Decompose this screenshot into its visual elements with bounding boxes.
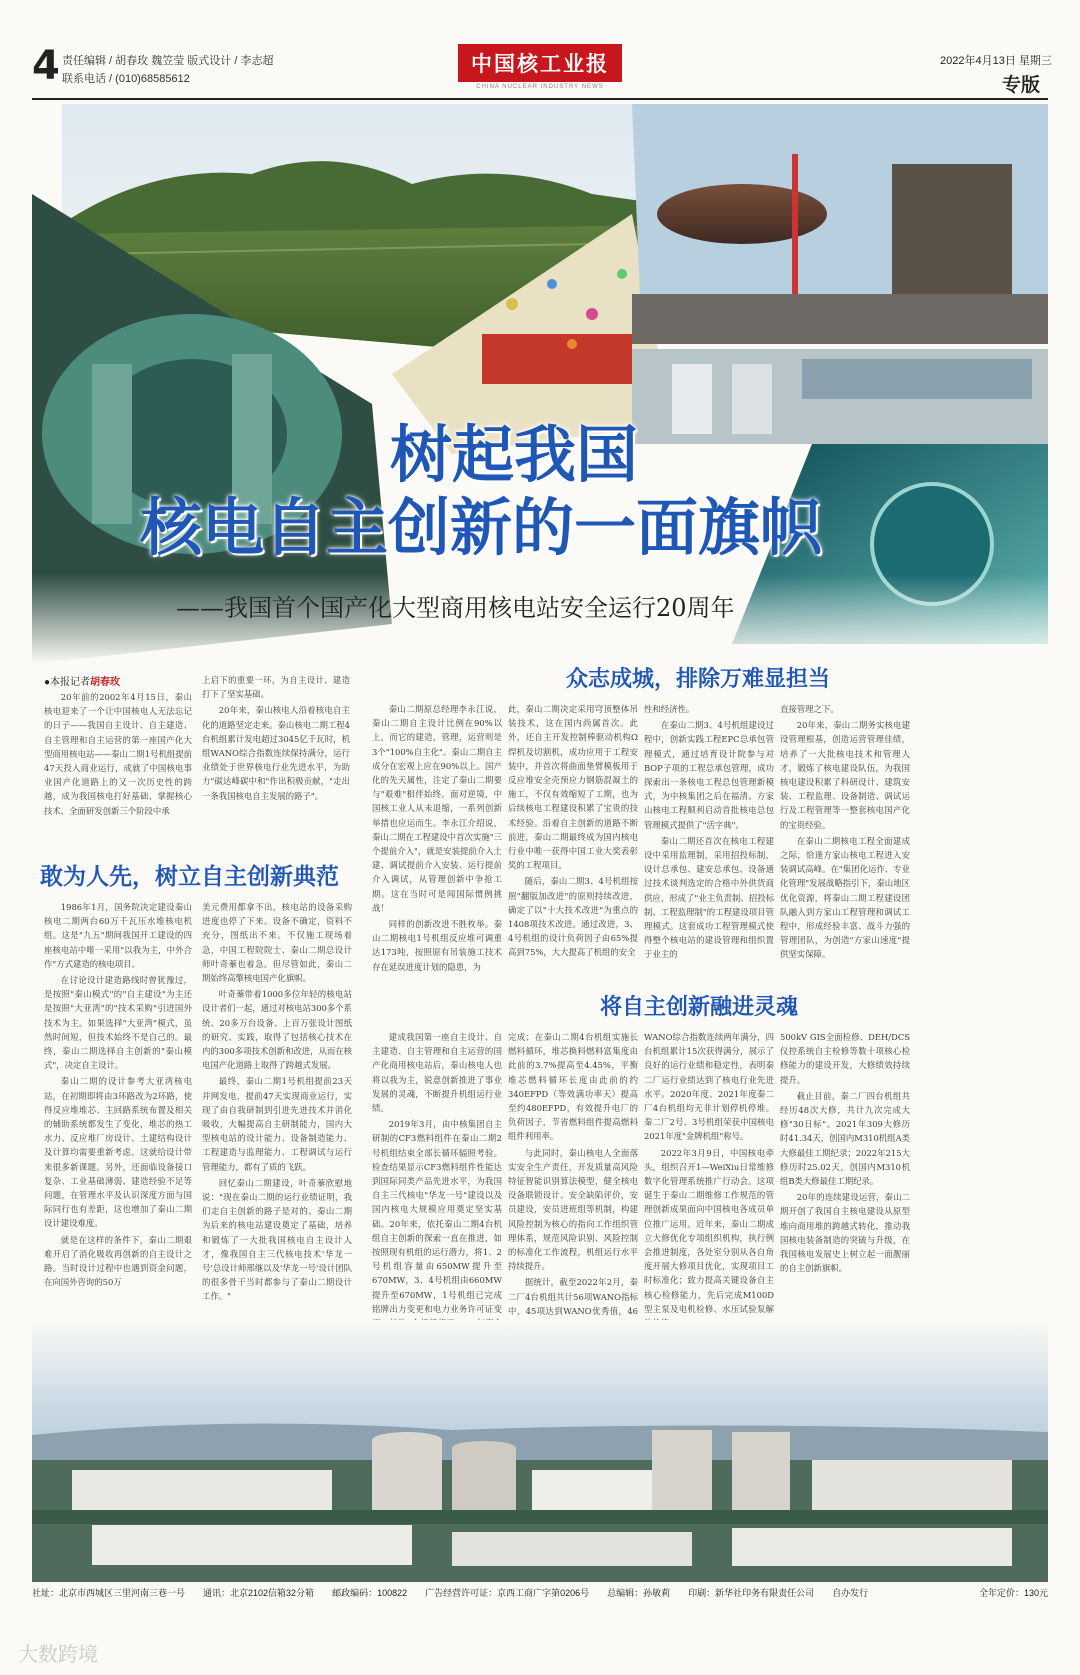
paragraph: 在讨论设计建造路线时曾犹豫过，是按照"秦山模式"的"自主建设"为主还是按照"大亚湾"的"技术采购"引进国外技术为主。如果选择"大亚湾"模式，虽然时间短，但技术始终不是自己的。最终，秦山二期选择自主创新的"秦山模式"，决定自主设计。 xyxy=(44,975,192,1071)
column-6-top xyxy=(780,702,910,982)
phone-line: 联系电话 / (010)68585612 xyxy=(62,73,190,85)
dome-lift-photo xyxy=(632,104,1048,344)
column-3 xyxy=(372,1030,502,1315)
paragraph: 在秦山二期3、4号机组建设过程中，创新实践工程EPC总承包管理模式，通过培育设计院参与对BOP子项的工程总承包管理，成功探索出一条核电工程总包管理新模式，为中核集团之后在福清、方家山核电工程顺利启动首批核电总包管理模式提供了"活字典"。 xyxy=(644,720,774,830)
paragraph: 就是在这样的条件下，秦山二期艰难开启了消化吸收再创新的自主设计之路。当时设计过程中也遇到资金问题，在向国外咨询的50万 xyxy=(44,1234,192,1288)
paragraph: 1986年1月，国务院决定建设秦山核电二期两台60万千瓦压水堆核电机组。这是"九五"期间我国开工建设的四座核电站中唯一采用"以我为主，中外合作"方式建造的核电项目。 xyxy=(44,902,192,969)
column-6 xyxy=(780,1030,910,1315)
hero-photo-collage xyxy=(32,104,1048,664)
masthead-rule xyxy=(32,98,1048,100)
page-number: 4 xyxy=(32,43,60,89)
section-label: 专版 xyxy=(1002,74,1041,96)
footer-ad-license: 广告经营许可证：京西工商广字第0206号 xyxy=(425,1588,590,1598)
section-heading-2: 众志成城，排除万难显担当 xyxy=(566,667,831,692)
paragraph: 据统计，截至2022年2月，秦二厂4台机组共计56项WANO指标中，45项达到WANO优秀值，46 xyxy=(508,1277,638,1316)
section-heading-1: 敢为人先，树立自主创新典范 xyxy=(40,864,339,890)
column-5-top xyxy=(644,702,774,982)
footer-address: 社址：北京市西城区三里河南三巷一号 xyxy=(32,1588,186,1598)
paragraph: 截止目前，秦二厂四台机组共经历48次大修，共计九次完成大修"30日标"。2021年309大修历时41.34天，创国内M310机组A类大修最佳工期纪录；2022年215大修历时25.02天，创国内M310机组B类大修最佳工期纪录。 xyxy=(780,1090,910,1187)
paragraph: 建成我国第一座自主设计、自主建造、自主管理和自主运营的国产化商用核电站后，秦山核电人也将以我为主，锐意创新推进了事业发展的灵魂，不断提升机组运行业绩。 xyxy=(372,1032,502,1114)
paragraph: 上启下的重要一环，为自主设计、建造打下了坚实基础。 xyxy=(202,675,350,700)
column-5 xyxy=(644,1030,774,1315)
paragraph: 美元费用都拿不出，核电站的设备采购进度也停了下来。设备不确定，资料不充分，图纸出不来。不仅施工现场着急，中国工程院院士、秦山二期总设计师叶奇蓁也着急。但尽管如此，秦山二期始终高擎核电国产化旗帜。 xyxy=(202,902,352,984)
footer-price: 全年定价：130元 xyxy=(978,1588,1048,1598)
footer-mailbox: 通讯：北京2102信箱32分箱 xyxy=(203,1588,315,1598)
column-1 xyxy=(44,900,192,1312)
newspaper-logo: 中国核工业报 xyxy=(458,44,622,82)
paragraph: 此，秦山二期决定采用穹顶整体吊装技术，这在国内尚属首次。此外，还自主开发控制棒驱动机构Ω焊机及切割机，成功应用于工程安装中，并首次将曲面垫臂模板用于反应堆安全壳预应力钢筋混凝土的施工，不仅有效缩短了工期，也为后续核电工程建设积累了宝贵的技术经验。沿着自主创新的道路不断前进，秦山二期最终成为国内核电行业中唯一获得中国工业大奖表彰奖的工程项目。 xyxy=(508,704,638,871)
paragraph: WANO综合指数连续两年满分，四台机组累计15次获得满分，展示了良好的运行业绩和稳定性，表明秦二厂运行业绩达到了核电行业先进水平。2020年度、2021年度秦二厂4台机组均无非计划停机停堆。秦二厂2号、3号机组荣获中国核电2021年度"金牌机组"称号。 xyxy=(644,1032,774,1142)
column-3-top xyxy=(372,702,502,982)
paragraph: 20年的连续建设运营，秦山二期开创了我国自主核电建设从原型堆向商用堆的跨越式转化，推动我国核电装备制造的突破与升级，在我国核电发展史上树立起一面靓丽的自主创新旗帜。 xyxy=(780,1192,910,1274)
byline-label: ●本报记者 xyxy=(44,677,91,688)
paragraph: 同样的创新改进不胜枚举。秦山二期核电1号机组反应堆可调重达173吨，按照原有吊装施工技术存在延误进度计划的隐患，为 xyxy=(372,919,502,972)
paragraph: 性和经济性。 xyxy=(644,704,695,714)
watermark: 大数跨境 xyxy=(18,1642,98,1666)
paragraph: 20年来，秦山核电人沿着核电自主化的道路坚定走来。秦山核电二期工程4台机组累计发电超过3045亿千瓦时，机组WANO综合指数连续保持满分，运行业绩处于世界核电行业先进水平，为助力"碳达峰碳中和"作出积极贡献，"走出一条我国核电自主发展的路子"。 xyxy=(202,705,350,801)
paragraph: 2022年3月9日，中国核电牵头，组织召开1—WeiXiu日常维修数字化管理系统推广行动会。这项诞生于秦山二期维修工作规范的管理创新成果面向中国核电各成员单位推广运用。近年来，秦山二期成立大修优化专项组织机构，执行例会推进制度，各处室分别从各自角度开展大修项目优化，实现项目工时标准化；致力提高关键设备自主核心检修能力，先后完成M100D型主泵及电机检修、水压试验泵解 xyxy=(644,1147,774,1314)
paragraph: 2019年3月，由中核集团自主研制的CF3燃料组件在秦山二期2号机组结束全部长循环辐照考验。检查结果显示CF3燃料组件性能达到国际同类产品先进水平，为我国自主三代核电"华龙一号"建设以及国内核电大规模应用奠定坚实基础。20年来，依托秦山二期4台机组自主创新的探索一直在推进，如按照现有机组的运行潜力，将1、2号机组容量由650MW提升至670MW，3、4号机组由660MW提升至670MW，1号机组已完成铭牌出力变更和电力业务许可证变 xyxy=(372,1119,502,1314)
paragraph: 随后，秦山二期3、4号机组按照"翻版加改进"的原则持续改进，确定了以"十大技术改进"为重点的1408项技术改进。通过改进，3、4号机组的设计负荷因子由65%提高到75%，大大提高了机组的安全 xyxy=(508,876,638,958)
paragraph: 与此同时，秦山核电人全面落实安全生产责任，开发质量高风险特征智能识别算法模型，健全核电设备联锁设计、安全缺陷评价，安员建设，安员进班组等机制，构建风险控制为核心的指向工作组织管理体系，规范风险识别、风险控制的标准化工作流程，机组运行水平持续提升。 xyxy=(508,1147,638,1272)
paragraph: 秦山二期还首次在核电工程建设中采用监理制，采用招投标制，设计总承包、建安总承包、设备通过技术谈判选定的合格中外供货商供应，形成了"业主负责制、招投标制、工程监理制"的工程建设项目管理模式。这套成功工程管理模式使得整个核电站的建设管理和组织置于业主的 xyxy=(644,835,774,960)
column-2-top xyxy=(202,673,350,858)
column-4 xyxy=(508,1030,638,1315)
paragraph: 完成；在秦山二期4台机组实施长燃料循环，堆芯换料燃料富集度由此前的3.7%提高至4.45%，平衡堆芯燃料循环长度由此前的约340EFPD（等效满功率天）提高至约480EFPD，有效提升电厂的负荷因子，节省燃料组件提高燃料组件利用率。 xyxy=(508,1032,638,1142)
section-heading-3: 将自主创新融进灵魂 xyxy=(600,995,799,1020)
issue-date: 2022年4月13日 星期三 xyxy=(940,55,1052,67)
column-4-top xyxy=(508,702,638,982)
footer-printer: 印刷：新华社印务有限责任公司 xyxy=(688,1588,815,1598)
paragraph: 在秦山二期核电工程全面建成之际，恰逢方家山核电工程进入安装调试高峰。在"集团化运作、专业化管理"发展战略指引下，秦山地区优化资源，将秦山二期工程建设团队融入到方家山工程管理和调试工程中，形成经验丰富、战斗力强的管理团队，为创造"方家山速度"提供坚实保障。 xyxy=(780,835,910,960)
paragraph: 500kV GIS全面检修、DEH/DCS仪控系统自主检修等数十项核心检修能力的建设开发，大修绩效持续提升。 xyxy=(780,1032,910,1085)
paragraph: 秦山二期的设计参考大亚湾核电站，在初期即将由3环路改为2环路，使得反应堆堆芯、主回路系统布置及相关的辅助系统都发生了变化，堆芯的热工水力、反应堆厂房设计、土建结构设计及计算均需要重新考虑。这就给设计带来很多新课题。另外，还面临设备接口复杂、工业基础薄弱、建造经验不足等问题，在管理水平及认识深度方面与国际同行也有差距，这也增加了秦山二期设计建设难度。 xyxy=(44,1076,192,1229)
column-2 xyxy=(202,900,352,1312)
headline-line-1: 树起我国 xyxy=(390,418,639,491)
paragraph: 秦山二期原总经理李永江说，秦山二期自主设计比例在90%以上，而它的建造，管理，运营则是3个"100%自主化"。秦山二期自主成分在宏观上应在90%以上。国产化的先天属性，注定了秦山二期要与"艰难"相伴始终。面对逆境，中国核工业人从未退缩，一系列创新举措也应运而生。李永江介绍说，秦山二期在工程建设中首次实施"三个提前介入"，就是安装提前介入土建、调试提前介入安装、运行提前介入调试，从管理创新中争抢工期。这在当时可是闻国际惯例挑战！ xyxy=(372,704,502,913)
footer-distribution: 自办发行 xyxy=(832,1588,869,1598)
power-plant-photo xyxy=(32,1320,1048,1582)
paragraph: 最终，秦山二期1号机组提前23天并网发电，提前47天实现商业运行，实现了由自我研制到引进先进技术并消化吸收，大幅提高自主研制能力，国内大型核电站的设计能力、设备制造能力、工程建造与监理能力、工程调试与运行管理能力，都有了质的飞跃。 xyxy=(202,1076,352,1172)
editor-credits xyxy=(62,52,273,88)
editor-line: 责任编辑 / 胡春玫 魏笠莹 版式设计 / 李志超 xyxy=(62,55,274,67)
paragraph: 20年来，秦山二期务实核电建设管理根基，创造运营管理佳绩，培养了一大批核电技术和管理人才，锻炼了核电建设队伍，为我国核电建设积累了科研设计、建筑安装、工程监理、设备制造、调试运行及工程管理等一整套核电国产化的宝贵经验。 xyxy=(780,720,910,830)
headline-subtitle: ——我国首个国产化大型商用核电站安全运行20周年 xyxy=(176,594,735,622)
paragraph: 回忆秦山二期建设，叶奇蓁欣慰地说："现在秦山二期的运行业绩证明，我们走自主创新的路子是对的。秦山二期为后来的核电站建设奠定了基础，培养和锻炼了一大批我国核电自主设计人才，像我国自主三代核电技术'华龙一号'总设计师邢继以及'华龙一号'设计团队的很多骨干当时都参与了秦山二期设计工作。" xyxy=(202,1177,352,1302)
headline-line-2: 核电自主创新的一面旗帜 xyxy=(140,491,823,565)
footer xyxy=(32,1586,1048,1600)
headline xyxy=(140,418,940,564)
byline-author: 胡春玫 xyxy=(90,677,121,688)
paragraph: 叶奇蓁带着1000多位年轻的核电站设计者们一起，通过对核电站300多个系统、20多万台设备、上百万张设计图纸的研究、实践，取得了包括核心技术在内的300多项技术创新和改进，从而在核电国产化道路上取得了跨越式发展。 xyxy=(202,989,352,1071)
byline xyxy=(44,673,120,688)
footer-postcode: 邮政编码：100822 xyxy=(332,1588,408,1598)
paragraph: 20年前的2002年4月15日，秦山核电迎来了一个让中国核电人无法忘记的日子——我国自主设计、自主建造、自主管理和自主运营的第一座国产化大型商用核电站——秦山二期1号机组提前47天投入商业运行，成就了中国核电事业国产化道路上的又一次历史性的跨越，成为我国核电打好基础、掌握核心技术、全面研发创新三个阶段中承 xyxy=(44,692,192,816)
newspaper-logo-english: CHINA NUCLEAR INDUSTRY NEWS xyxy=(476,84,604,90)
paragraph: 直接管理之下。 xyxy=(780,704,839,714)
column-1-top xyxy=(44,690,192,858)
footer-chief-editor: 总编辑：孙敏莉 xyxy=(607,1588,671,1598)
